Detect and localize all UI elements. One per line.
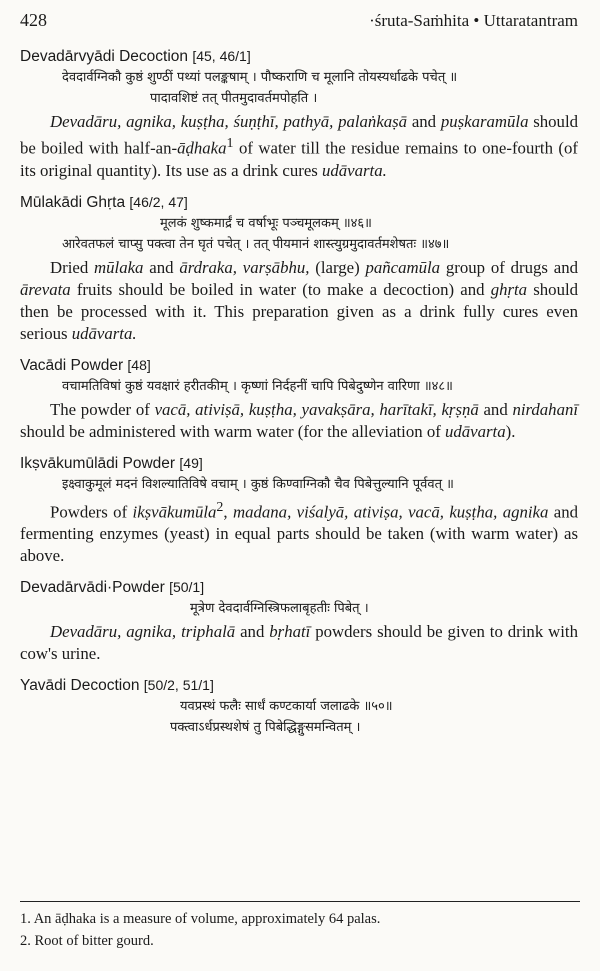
sanskrit-verse: पक्त्वाऽर्धप्रस्थशेषं तु पिबेद्धिङ्गुसमन्वितम् । [170, 720, 361, 736]
section-heading [20, 192, 578, 213]
page-header [20, 10, 578, 34]
verse-reference: [48] [127, 356, 151, 373]
verse-reference: [50/2, 51/1] [143, 677, 214, 694]
sanskrit-verse: आरेवतफलं चाप्सु पक्त्वा तेन घृतं पचेत् । तत् पीयमानं शास्त्युग्रमुदावर्तमशेषतः ॥४७॥ [62, 236, 450, 252]
sanskrit-verse: पादावशिष्टं तत् पीतमुदावर्तमपोहति । [150, 91, 318, 106]
translation-paragraph: Devadāru, agnika, kuṣṭha, śuṇṭhī, pathyā, palaṅkaṣā and puṣkaramūla should be boiled with half-an-āḍhaka$^1$ of water till the residue remains to one-fourth (of its original quantity). Its use as a drink cures udāvarta. [20, 112, 579, 180]
section-heading [20, 46, 578, 67]
footnote-1: 1. An āḍhaka is a measure of volume, approximately 64 palas. [20, 911, 381, 927]
section-title: Devadārvādi·Powder [20, 579, 165, 597]
translation-paragraph: Devadāru, agnika, triphalā and bṛhatī powders should be given to drink with cow's urine. [20, 622, 578, 664]
section-title: Ikṣvākumūlādi Powder [20, 454, 176, 472]
section-heading [20, 675, 578, 696]
section-title: Yavādi Decoction [20, 677, 140, 695]
verse-reference: [50/1] [169, 579, 205, 596]
section-title: Vacādi Powder [20, 356, 124, 374]
translation-paragraph: Dried mūlaka and ārdraka, varṣābhu, (large) pañcamūla group of drugs and ārevata fruits should be boiled in water (to make a decoction) and ghṛta should then be processed with it. This preparation given as a drink fully cures even serious udāvarta. [20, 257, 579, 343]
sanskrit-verse: इक्ष्वाकुमूलं मदनं विशल्यातिविषे वचाम् । कुष्ठं किण्वाग्निकौ चैव पिबेत्तुल्यानि पूर्ववत् ॥ [62, 476, 454, 492]
page-number: 428 [20, 10, 47, 30]
translation-paragraph: Powders of ikṣvākumūla$^2$, madana, viśalyā, ativiṣa, vacā, kuṣṭha, agnika and fermenting enzymes (yeast) in equal parts should be taken (with warm water) as above. [20, 499, 578, 566]
section-yavadi-decoction [20, 675, 578, 738]
section-heading [20, 453, 578, 474]
footnotes [20, 901, 578, 952]
sanskrit-verse: देवदार्वग्निकौ कुष्ठं शुण्ठीं पथ्यां पलङ्कषाम् । पौष्कराणि च मूलानि तोयस्यर्धाढके पचेत् ॥ [62, 70, 458, 85]
sanskrit-verse: वचामतिविषां कुष्ठं यवक्षारं हरीतकीम् । कृष्णां निर्दहनीं चापि पिबेदुष्णेन वारिणा ॥४८॥ [62, 378, 453, 394]
footnote-2: 2. Root of bitter gourd. [20, 933, 154, 949]
section-iksvakumuladi-powder [20, 453, 578, 568]
section-devadarvyadi-decoction [20, 46, 578, 182]
verse-reference: [46/2, 47] [129, 193, 188, 210]
section-mulakadi-ghrta [20, 192, 578, 345]
sanskrit-verse: यवप्रस्थं फलैः सार्धं कण्टकार्या जलाढके ॥५०॥ [180, 699, 393, 715]
section-title: Devadārvyādi Decoction [20, 48, 189, 65]
section-vacadi-powder [20, 355, 578, 443]
section-heading [20, 355, 578, 376]
running-title: ·śruta-Saṁhita • Uttaratantram [369, 11, 578, 30]
section-heading [20, 577, 578, 598]
section-devadarvadi-powder [20, 577, 578, 665]
verse-reference: [49] [179, 454, 203, 471]
footnote-rule [20, 901, 580, 902]
translation-paragraph: The powder of vacā, ativiṣā, kuṣṭha, yavakṣāra, harītakī, kṛṣṇā and nirdahanī should be administered with warm water (for the alleviation of udāvarta). [20, 399, 579, 441]
verse-reference: [45, 46/1] [192, 48, 251, 64]
section-title: Mūlakādi Ghṛta [20, 193, 126, 211]
sanskrit-verse: मूत्रेण देवदार्वग्निस्त्रिफलाबृहतीः पिबेत् । [190, 601, 369, 617]
sanskrit-verse: मूलकं शुष्कमार्द्रं च वर्षाभूः पञ्चमूलकम् ॥४६॥ [160, 215, 372, 231]
